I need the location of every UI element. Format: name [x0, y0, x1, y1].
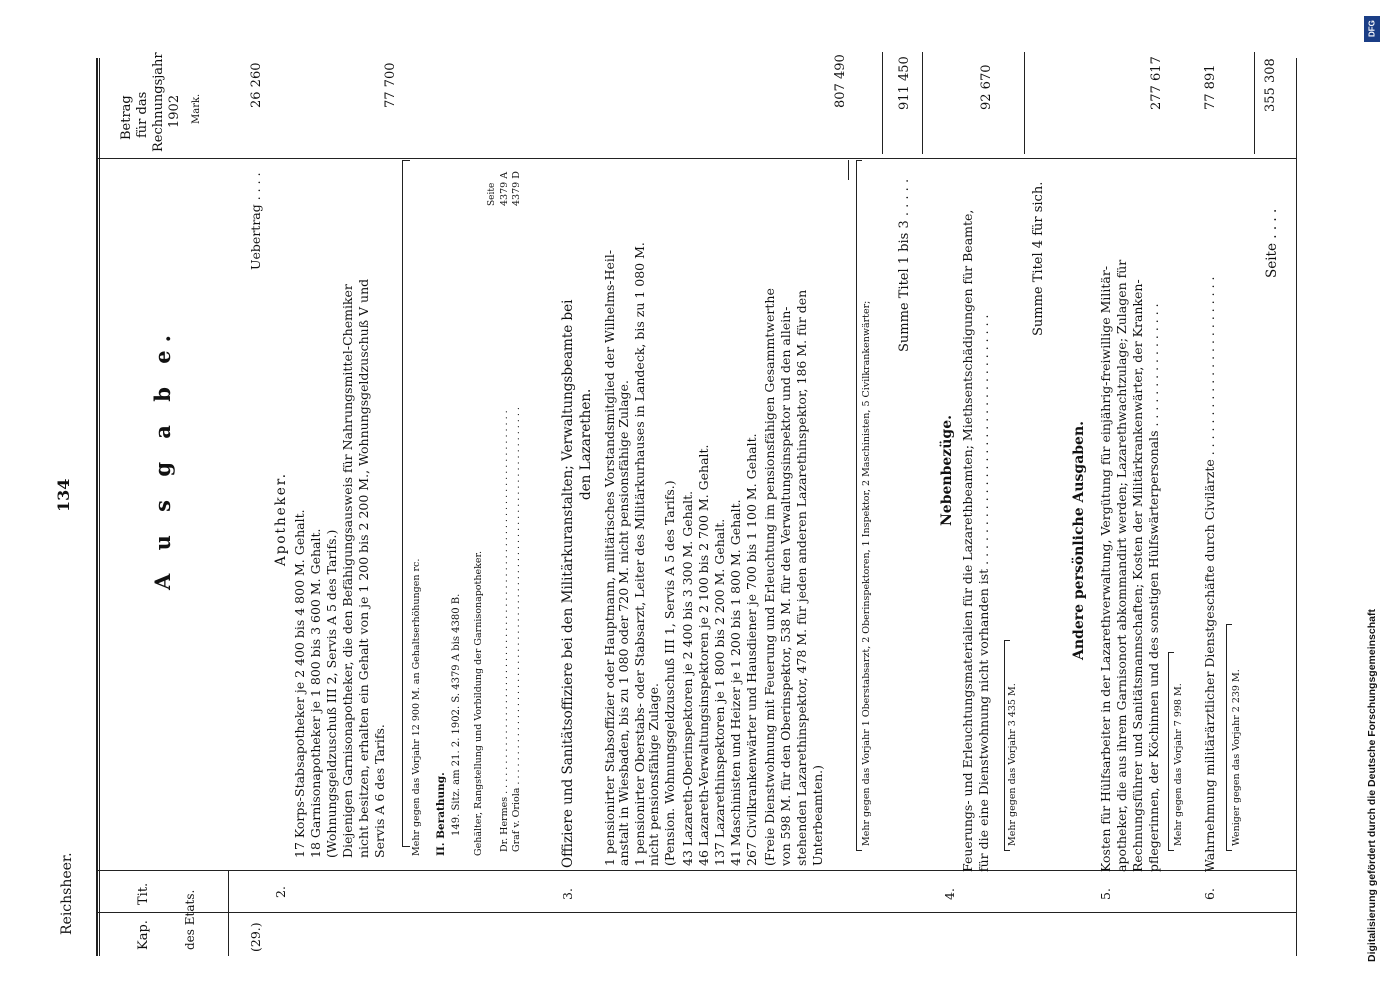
titel-3-amount: 807 490: [833, 54, 848, 108]
titel-3-line: (Freie Dienstwohnung mit Feuerung und Erleuchtung im pensionsfähigen Gesammtwerthe: [762, 288, 777, 866]
titel-2-seite-2: 4379 D: [511, 171, 522, 206]
titel-4-summe-label: Summe Titel 4 für sich.: [1031, 181, 1046, 336]
header-kap-sep: [228, 870, 229, 956]
uebertrag-amount: 26 260: [249, 62, 264, 108]
titel-4-line: Feuerungs- und Erleuchtungsmaterialien für die Lazarethbeamten; Miethsentschädigungen für Beamte,: [960, 209, 975, 872]
titel-2-line: nicht besitzen, erhalten ein Gehalt von je 1 200 bis 2 200 M., Wohnungsgeldzuschuß V und: [356, 278, 371, 858]
titel-3-line: nicht pensionsfähige Zulage.: [646, 682, 661, 866]
titel-2-note-box-cap: [402, 160, 410, 161]
titel-2-note-beratung: II. Berathung.: [435, 772, 447, 856]
titel-2-note-mehr: Mehr gegen das Vorjahr 12 900 M. an Gehaltserhöhungen rc.: [411, 558, 422, 856]
page-number: 134: [54, 478, 73, 512]
titel-2-line: 18 Garnisonapotheker je 1 800 bis 3 600 M. Gehalt.: [308, 528, 323, 858]
credit-text: Digitalisierung gefördert durch die Deutsche Forschungsgemeinschaft: [1366, 609, 1378, 962]
titel-2-line: Servis A 6 des Tarifs.: [372, 724, 387, 858]
titel-3-summe-amount: 911 450: [897, 56, 912, 110]
titel-3-note-box: [856, 160, 857, 850]
titel-6-note-box: [1226, 624, 1227, 850]
titel-2-amount: 77 700: [383, 62, 398, 108]
titel-4-note-box: [1004, 640, 1005, 850]
section-title: Reichsheer.: [59, 852, 75, 935]
col-header-kap: Kap.: [136, 920, 151, 950]
seite-rule: [1254, 52, 1255, 154]
kapitel-number: (29.): [248, 922, 263, 952]
titel-3-line: 267 Civilkrankenwärter und Hausdiener je 700 bis 1 100 M. Gehalt.: [744, 433, 759, 866]
titel-6-amount: 77 891: [1203, 64, 1218, 110]
page-main-title: A u s g a b e.: [150, 327, 175, 590]
nebenbezuege-heading: Nebenbezüge.: [939, 415, 955, 526]
titel-2-line: Diejenigen Garnisonapotheker, die den Befähigungsausweis für Nahrungsmittel-Chemiker: [340, 284, 355, 858]
titel-3-note-mehr: Mehr gegen das Vorjahr 1 Oberstabsarzt, 2 Oberinspektoren, 1 Inspektor, 2 Maschinisten, 5 Civilkrankenwärter;: [861, 300, 872, 846]
titel-3-note-box-cap-top: [856, 160, 862, 161]
seite-label: Seite . . . .: [1264, 208, 1280, 278]
titel-2-speaker-2: Graf v. Oriola . . . . . . . . . . . . . . . . . . . . . . . . . . . . . . . . . . . . . . . . . . . . . . . . . . . . . . . . . . . . . . .: [511, 407, 522, 852]
titel-4-line: für die eine Dienstwohnung nicht vorhanden ist . . . . . . . . . . . . . . . . . . . . . . . . . . . . . . . .: [976, 314, 991, 872]
titel-5-amount: 277 617: [1149, 56, 1164, 110]
table-left-rule-thin: [99, 58, 100, 956]
titel-3-line: anstalt in Wiesbaden, bis zu 1 080 oder 720 M. nicht pensionsfähige Zulage.: [616, 380, 631, 866]
titel-3-note-box-cap-bottom: [856, 850, 862, 851]
col-header-des-etats: des Etats.: [183, 889, 197, 950]
amount-column-rule: [96, 158, 1296, 159]
titel-3-line: 46 Lazareth-Verwaltungsinspektoren je 2 100 bis 2 700 M. Gehalt.: [696, 444, 711, 866]
titel-2-note-box-left: [402, 160, 403, 846]
titel-5-number: 5.: [1098, 888, 1113, 900]
titel-6-note-box-cap-top: [1226, 624, 1232, 625]
titel-3-heading-2: den Lazarethen.: [578, 388, 594, 500]
titel-2-note-box-top: [402, 846, 410, 847]
scan-credit: [1362, 8, 1382, 992]
titel-3-summe-tick: [848, 160, 849, 180]
titel-5-line: apotheker, die aus ihrem Garnisonort abkommandirt werden; Lazarethwachtzulage; Zulagen für: [1114, 259, 1129, 872]
titel-5-note-box-cap-top: [1168, 652, 1174, 653]
titel-3-line: 43 Lazareth-Oberinspektoren je 2 400 bis 3 300 M. Gehalt.: [680, 490, 695, 866]
titel-3-line: 41 Maschinisten und Heizer je 1 200 bis 1 800 M. Gehalt.: [728, 499, 743, 866]
andere-heading: Andere persönliche Ausgaben.: [1071, 420, 1087, 660]
tit-column-rule: [96, 912, 1296, 913]
titel-5-note-box: [1168, 652, 1169, 850]
titel-2-speaker-1: Dr. Hermes . . . . . . . . . . . . . . . . . . . . . . . . . . . . . . . . . . . . . . . . . . . . . . . . . . . . . . . . . . . . . . . .: [499, 410, 510, 852]
table-left-rule-thick: [96, 58, 98, 956]
titel-4-note-box-cap-bottom: [1004, 850, 1010, 851]
titel-5-line: pflegerinnen, der Köchinnen und des sonstigen Hülfswärterpersonals . . . . . . . . . . . . . . . .: [1146, 303, 1161, 872]
titel-3-summe-top-rule: [882, 52, 883, 154]
titel-6-number: 6.: [1202, 888, 1217, 900]
titel-3-line: 1 pensionirter Oberstabs- oder Stabsarzt, Leiter des Militärkurhauses in Landeck, bis zu 1 080 M.: [632, 242, 647, 866]
titel-5-line: Rechnungsführer und Sanitätsmannschaften; Kosten der Militärkrankenwärter, der Kranken-: [1130, 279, 1145, 872]
dfg-logo: DFG: [1364, 16, 1380, 42]
titel-6-note: Weniger gegen das Vorjahr 2 239 M.: [1231, 669, 1242, 846]
titel-3-summe-label: Summe Titel 1 bis 3 . . . . .: [897, 178, 912, 352]
titel-6-note-box-cap-bottom: [1226, 850, 1232, 851]
titel-3-line: stehenden Lazarethinspektor, 478 M. für jeden anderen Lazarethinspektor, 186 M. für den: [794, 289, 809, 866]
uebertrag-label: Uebertrag . . . .: [248, 172, 263, 270]
titel-2-line: (Wohnungsgeldzuschuß III 2, Servis A 5 des Tarifs.): [324, 529, 339, 858]
titel-4-note-box-cap-top: [1004, 640, 1010, 641]
titel-4-note-mehr: Mehr gegen das Vorjahr 3 435 M.: [1007, 683, 1018, 846]
table-right-rule: [1296, 58, 1297, 956]
titel-3-line: Unterbeamten.): [810, 764, 825, 866]
titel-3-line: (Pension. Wohnungsgeldzuschuß III 1, Servis A 5 des Tarifs.): [662, 480, 677, 866]
titel-2-line: 17 Korps-Stabsapotheker je 2 400 bis 4 800 M. Gehalt.: [292, 509, 307, 858]
titel-2-note-subject: Gehälter, Rangstellung und Vorbildung der Garnisonapotheker.: [473, 551, 484, 856]
titel-4-number: 4.: [942, 888, 957, 900]
titel-2-note-sitzung: 149. Sitz. am 21. 2. 1902. S. 4379 A bis 4380 B.: [451, 593, 462, 836]
titel-2-seite-1: 4379 A: [499, 171, 510, 206]
titel-2-heading: Apotheker.: [273, 471, 289, 566]
titel-3-summe-bottom-rule: [922, 52, 923, 154]
amount-header-1: Betrag: [119, 95, 134, 140]
titel-2-number: 2.: [273, 886, 288, 898]
titel-4-amount: 92 670: [979, 64, 994, 110]
seite-amount: 355 308: [1263, 58, 1278, 112]
titel-4-summe-rule: [1024, 52, 1025, 154]
amount-header-2: für das: [135, 91, 150, 138]
titel-3-line: von 598 M. für den Oberinspektor, 538 M. für den Verwaltungsinspektor und den allein-: [778, 306, 793, 866]
amount-header-4: 1902: [167, 94, 182, 128]
col-header-tit: Tit.: [136, 882, 151, 905]
amount-header-unit: Mark.: [191, 93, 202, 124]
titel-3-line: 1 pensionirter Stabsoffizier oder Hauptmann, militärisches Vorstandsmitglied der Wilhelms-Heil-: [602, 249, 617, 866]
titel-3-heading-1: Offiziere und Sanitätsoffiziere bei den Militärkuranstalten; Verwaltungsbeamte bei: [560, 299, 576, 868]
titel-5-note-box-cap-bottom: [1168, 850, 1174, 851]
titel-3-number: 3.: [560, 888, 575, 900]
titel-5-line: Kosten für Hülfsarbeiter in der Lazarethverwaltung, Vergütung für einjährig-freiwillige Militär-: [1098, 265, 1113, 872]
titel-3-line: 137 Lazarethinspektoren je 1 800 bis 2 200 M. Gehalt.: [712, 518, 727, 866]
amount-header-3: Rechnungsjahr: [151, 52, 166, 152]
titel-2-seite-label: Seite: [487, 182, 497, 206]
titel-6-line: Wahrnehmung militärärztlicher Dienstgeschäfte durch Civilärzte . . . . . . . . . . . . . . . . . . . . . . .: [1202, 276, 1217, 872]
titel-5-note: Mehr gegen das Vorjahr 7 998 M.: [1173, 683, 1184, 846]
